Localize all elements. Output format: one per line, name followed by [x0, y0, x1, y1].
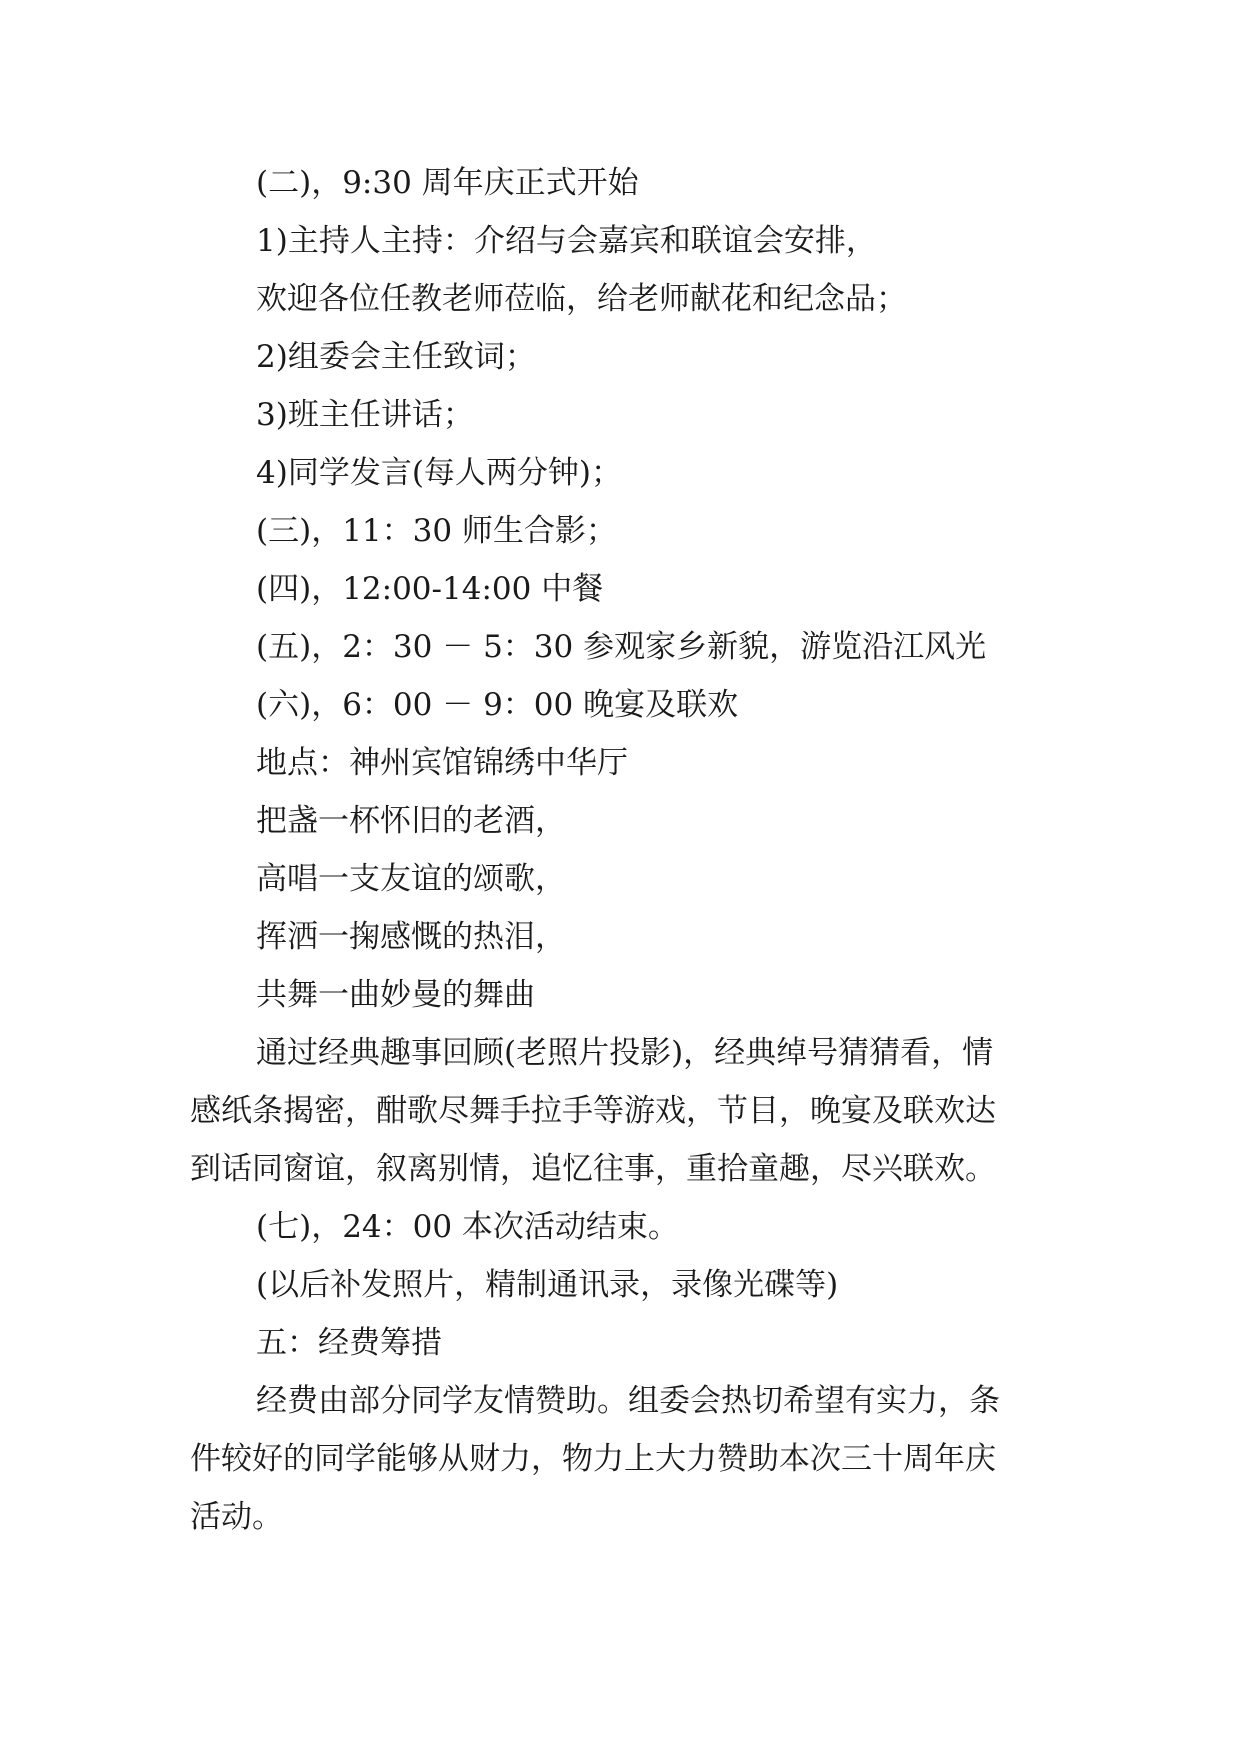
head-teacher-speech-line: 3)班主任讲话；: [256, 397, 474, 433]
host-intro-line: 1)主持人主持：介绍与会嘉宾和联谊会安排，: [256, 223, 877, 259]
activities-paragraph-line-2: 感纸条揭密，酣歌尽舞手拉手等游戏，节目，晚宴及联欢达: [190, 1093, 996, 1129]
activities-paragraph-line-1: 通过经典趣事回顾(老照片投影)，经典绰号猜猜看，情: [256, 1035, 994, 1071]
activities-paragraph-line-3: 到话同窗谊，叙离别情，追忆往事，重拾童趣，尽兴联欢。: [190, 1151, 996, 1187]
funding-paragraph-line-1: 经费由部分同学友情赞助。组委会热切希望有实力，条: [256, 1383, 1000, 1419]
verse-line-2: 高唱一支友谊的颂歌，: [256, 861, 566, 897]
schedule-item-dinner: (六)，6：00 － 9：00 晚宴及联欢: [256, 687, 739, 723]
committee-speech-line: 2)组委会主任致词；: [256, 339, 536, 375]
section-heading-funding: 五：经费筹措: [256, 1325, 442, 1361]
student-speech-line: 4)同学发言(每人两分钟)；: [256, 455, 623, 491]
venue-line: 地点：神州宾馆锦绣中华厅: [256, 745, 628, 781]
schedule-item-lunch: (四)，12:00-14:00 中餐: [256, 571, 604, 607]
verse-line-4: 共舞一曲妙曼的舞曲: [256, 977, 535, 1013]
verse-line-3: 挥洒一掬感慨的热泪，: [256, 919, 566, 955]
schedule-item-opening: (二)，9:30 周年庆正式开始: [256, 165, 639, 201]
schedule-item-tour: (五)，2：30 － 5：30 参观家乡新貌，游览沿江风光: [256, 629, 987, 665]
funding-paragraph-line-2: 件较好的同学能够从财力，物力上大力赞助本次三十周年庆: [190, 1441, 996, 1477]
schedule-item-end: (七)，24：00 本次活动结束。: [256, 1209, 679, 1245]
follow-up-note: (以后补发照片，精制通讯录，录像光碟等): [256, 1267, 839, 1303]
verse-line-1: 把盏一杯怀旧的老酒，: [256, 803, 566, 839]
funding-paragraph-line-3: 活动。: [190, 1499, 283, 1535]
schedule-item-group-photo: (三)，11：30 师生合影；: [256, 513, 617, 549]
welcome-teachers-line: 欢迎各位任教老师莅临，给老师献花和纪念品；: [256, 281, 907, 317]
